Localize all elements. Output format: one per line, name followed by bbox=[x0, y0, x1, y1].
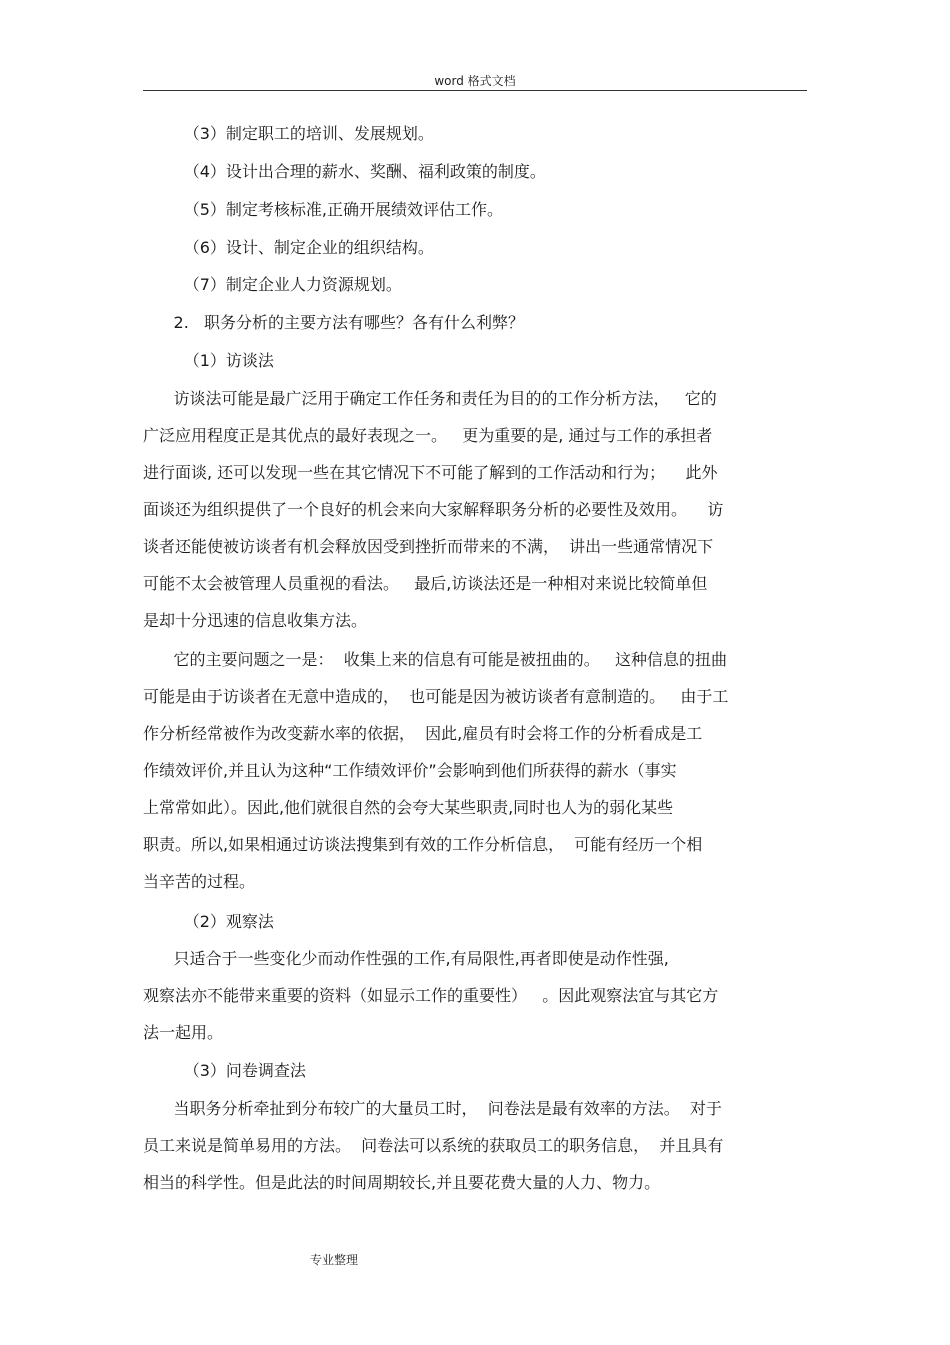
text-line: 当职务分析牵扯到分布较广的大量员工时， 问卷法是最有效率的方法。 对于 bbox=[143, 1099, 722, 1118]
text-line: 面谈还为组织提供了一个良好的机会来向大家解释职务分析的必要性及效用。 访 bbox=[143, 500, 724, 519]
text-line: （3）问卷调查法 bbox=[143, 1061, 306, 1080]
text-line: （1）访谈法 bbox=[143, 351, 274, 370]
text-line: 广泛应用程度正是其优点的最好表现之一。 更为重要的是, 通过与工作的承担者 bbox=[143, 426, 713, 445]
text-line: 访谈法可能是最广泛用于确定工作任务和责任为目的的工作分析方法， 它的 bbox=[143, 389, 717, 408]
header-divider bbox=[143, 90, 807, 91]
text-line: （4）设计出合理的薪水、奖酬、福利政策的制度。 bbox=[143, 162, 546, 181]
text-line: 法一起用。 bbox=[143, 1023, 224, 1042]
text-line: 相当的科学性。但是此法的时间周期较长,并且要花费大量的人力、物力。 bbox=[143, 1173, 661, 1192]
page-header: word 格式文档 bbox=[434, 74, 516, 88]
text-line: 进行面谈, 还可以发现一些在其它情况下不可能了解到的工作活动和行为； 此外 bbox=[143, 463, 718, 482]
text-line: 谈者还能使被访谈者有机会释放因受到挫折而带来的不满， 讲出一些通常情况下 bbox=[143, 537, 714, 556]
text-line: 可能不太会被管理人员重视的看法。 最后,访谈法还是一种相对来说比较简单但 bbox=[143, 574, 708, 593]
text-line: 它的主要问题之一是： 收集上来的信息有可能是被扭曲的。 这种信息的扭曲 bbox=[143, 650, 727, 669]
text-line: 2. 职务分析的主要方法有哪些？各有什么利弊？ bbox=[143, 313, 525, 332]
text-line: 是却十分迅速的信息收集方法。 bbox=[143, 611, 368, 630]
text-line: （3）制定职工的培训、发展规划。 bbox=[143, 124, 434, 143]
text-line: （5）制定考核标准,正确开展绩效评估工作。 bbox=[143, 200, 503, 219]
text-line: 观察法亦不能带来重要的资料（如显示工作的重要性） 。因此观察法宜与其它方 bbox=[143, 986, 719, 1005]
text-line: 职责。所以,如果相通过访谈法搜集到有效的工作分析信息， 可能有经历一个相 bbox=[143, 835, 703, 854]
text-line: 只适合于一些变化少而动作性强的工作,有局限性,再者即使是动作性强, bbox=[143, 949, 669, 968]
text-line: 作分析经常被作为改变薪水率的依据， 因此,雇员有时会将工作的分析看成是工 bbox=[143, 724, 703, 743]
text-line: 可能是由于访谈者在无意中造成的， 也可能是因为被访谈者有意制造的。 由于工 bbox=[143, 687, 729, 706]
text-line: 员工来说是简单易用的方法。 问卷法可以系统的获取员工的职务信息， 并且具有 bbox=[143, 1136, 724, 1155]
text-line: 上常常如此）。因此,他们就很自然的会夸大某些职责,同时也人为的弱化某些 bbox=[143, 798, 674, 817]
text-line: （7）制定企业人力资源规划。 bbox=[143, 275, 402, 294]
text-line: 作绩效评价,并且认为这种“工作绩效评价”会影响到他们所获得的薪水（事实 bbox=[143, 761, 677, 780]
text-line: （6）设计、制定企业的组织结构。 bbox=[143, 238, 434, 257]
text-line: （2）观察法 bbox=[143, 912, 274, 931]
page-footer: 专业整理 bbox=[310, 1253, 359, 1267]
text-line: 当辛苦的过程。 bbox=[143, 872, 256, 891]
